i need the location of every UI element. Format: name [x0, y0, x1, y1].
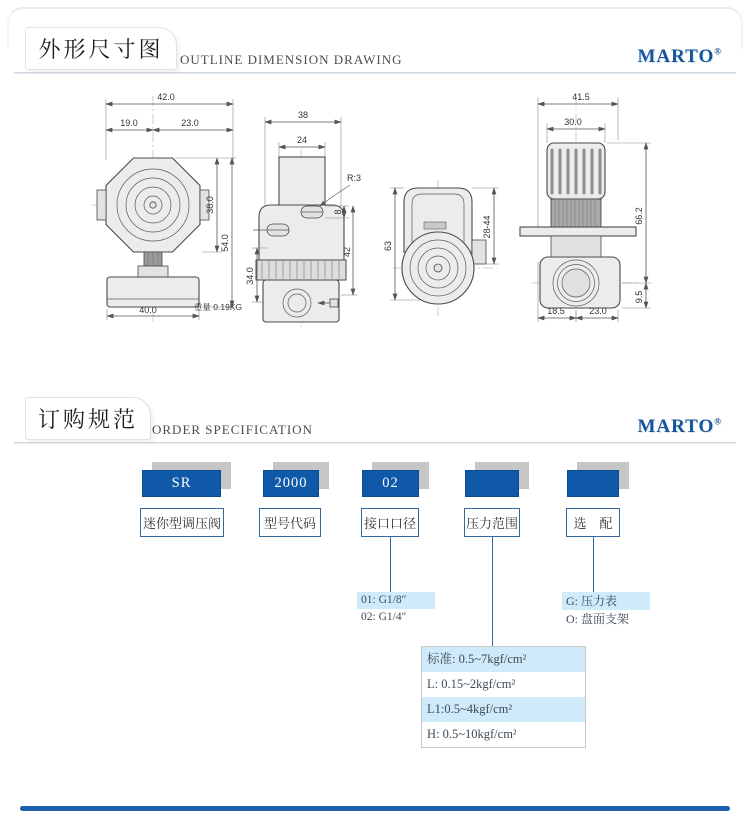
brand-logo	[637, 46, 722, 68]
dimension-label: 34.0	[245, 267, 255, 285]
section-title-order: 订购规范	[25, 397, 151, 440]
pressure-range-row: H: 0.5~10kgf/cm²	[427, 727, 517, 741]
order-section-header	[0, 394, 750, 450]
spec-code-series: SR	[142, 470, 221, 497]
pressure-range-row: L1:0.5~4kgf/cm²	[422, 697, 585, 722]
spec-box-model	[263, 470, 319, 497]
spec-box-accessory	[567, 470, 619, 497]
accessory-option: G: 压力表	[562, 592, 650, 610]
drawing-rear-view	[383, 180, 499, 318]
port-option: 02: G1/4″	[361, 611, 407, 623]
registered-mark: ®	[714, 46, 722, 57]
dimension-label: 30.0	[564, 117, 582, 127]
dimension-label: 66.2	[634, 207, 644, 225]
pressure-range-row: L: 0.15~2kgf/cm²	[427, 677, 516, 691]
brand-text: MARTO	[637, 46, 715, 67]
accessory-option-list	[562, 592, 650, 628]
dimension-label: 54.0	[220, 234, 230, 252]
pressure-range-row: 标准: 0.5~7kgf/cm²	[422, 647, 585, 672]
dimension-label: 42.0	[157, 92, 175, 102]
connector-port	[390, 537, 391, 592]
drawing-knob-front-view	[520, 92, 651, 326]
connector-pressure	[492, 537, 493, 647]
spec-code-pressure	[465, 470, 519, 497]
dimension-label: 28-44	[482, 215, 492, 239]
dimension-label: 42	[342, 246, 352, 258]
dimension-label: 23.0	[181, 118, 199, 128]
brand-logo	[637, 416, 722, 438]
outline-dimension-drawings	[0, 85, 750, 345]
registered-mark: ®	[714, 416, 722, 427]
weight-note: 重量 0.19KG	[193, 302, 243, 312]
spec-box-port	[362, 470, 419, 497]
dimension-label: 18.5	[547, 306, 565, 316]
header-divider	[14, 72, 736, 74]
dimension-label: 38	[297, 110, 309, 120]
connector-accessory	[593, 537, 594, 592]
dimension-label: 8	[333, 209, 343, 215]
spec-box-series	[142, 470, 221, 497]
spec-label-port: 接口口径	[361, 508, 419, 537]
section-subtitle-order: ORDER SPECIFICATION	[152, 422, 313, 437]
dimension-label: 9.5	[634, 290, 644, 304]
section-subtitle-outline: OUTLINE DIMENSION DRAWING	[180, 52, 403, 67]
dimension-label: 23.0	[589, 306, 607, 316]
accessory-option: O: 盘面支架	[566, 612, 630, 626]
dimension-label: 40.0	[139, 305, 157, 315]
technical-drawing-svg	[0, 85, 750, 345]
footer-accent-bar	[20, 806, 730, 811]
header-divider	[14, 442, 736, 444]
spec-box-pressure	[465, 470, 519, 497]
dimension-label: 63	[383, 240, 393, 252]
port-option: 01: G1/8″	[357, 592, 435, 609]
spec-code-model: 2000	[263, 470, 319, 497]
port-option-list	[357, 592, 435, 626]
spec-code-accessory	[567, 470, 619, 497]
outline-section-header	[0, 24, 750, 80]
brand-text: MARTO	[637, 416, 715, 437]
radius-callout: R:3	[347, 173, 362, 183]
spec-label-model: 型号代码	[259, 508, 321, 537]
pressure-range-table	[421, 646, 586, 748]
spec-code-port: 02	[362, 470, 419, 497]
drawing-side-view	[245, 110, 361, 330]
spec-label-accessory: 选 配	[566, 508, 620, 537]
dimension-label: 19.0	[120, 118, 138, 128]
spec-label-series: 迷你型调压阀	[140, 508, 224, 537]
dimension-label: 38.0	[205, 196, 215, 214]
section-title-outline: 外形尺寸图	[25, 27, 177, 70]
spec-label-pressure: 压力范围	[464, 508, 520, 537]
drawing-front-view	[92, 92, 242, 322]
dimension-label: 41.5	[572, 92, 590, 102]
dimension-label: 24	[296, 135, 308, 145]
